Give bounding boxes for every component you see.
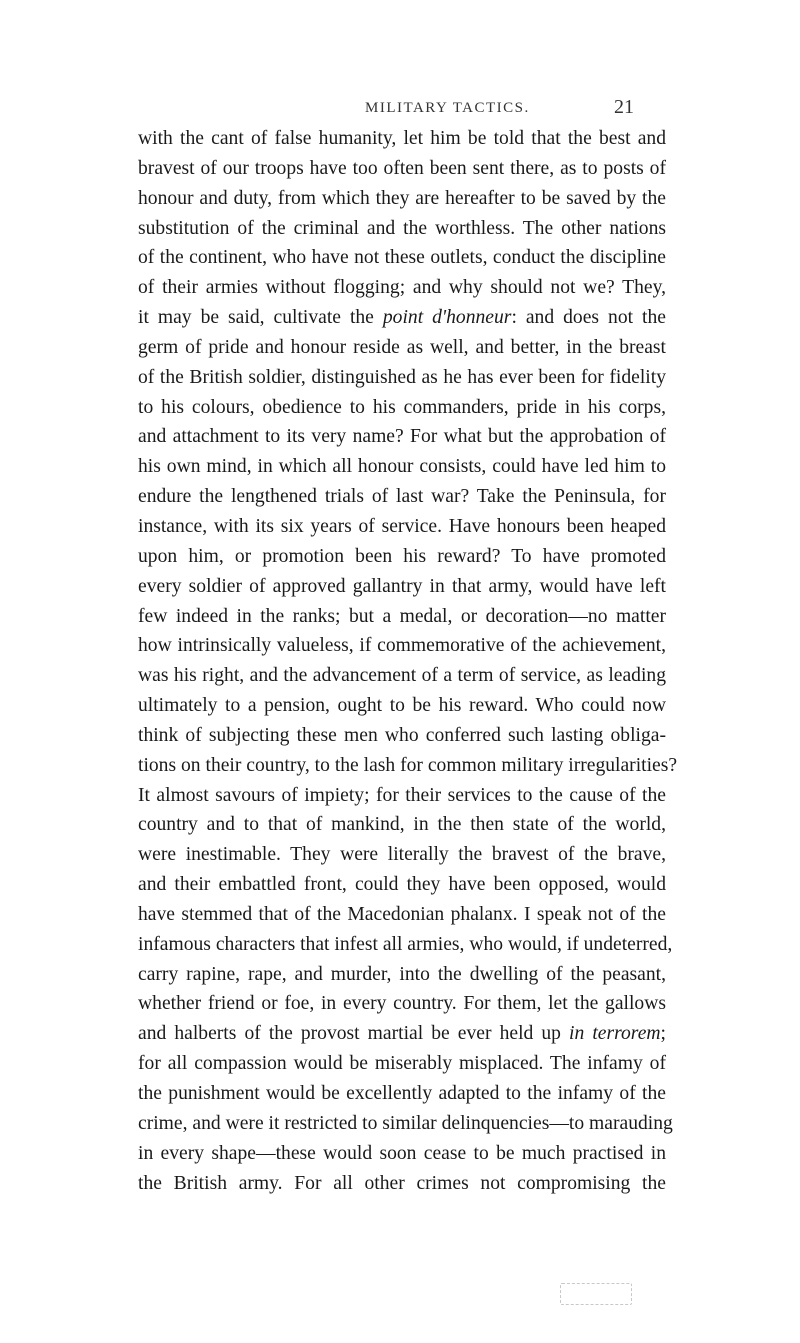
body-text — [138, 124, 678, 1198]
text-line: it may be said, cultivate the point d'honneur: and does not the — [138, 307, 666, 329]
text-line: were inestimable. They were literally the bravest of the brave, — [138, 844, 666, 866]
text-line: bravest of our troops have too often been sent there, as to posts of — [138, 157, 666, 179]
text-line: infamous characters that infest all armies, who would, if undeterred, — [138, 933, 673, 955]
text-line: endure the lengthened trials of last war? Take the Peninsula, for — [138, 486, 666, 508]
text-line: country and to that of mankind, in the then state of the world, — [138, 814, 666, 836]
text-line: of the continent, who have not these outlets, conduct the discipline — [138, 247, 666, 269]
text-line: honour and duty, from which they are hereafter to be saved by the — [138, 187, 666, 209]
text-line: was his right, and the advancement of a term of service, as leading — [138, 665, 666, 687]
text-line: for all compassion would be miserably misplaced. The infamy of — [138, 1053, 666, 1075]
text-line: to his colours, obedience to his commanders, pride in his corps, — [138, 396, 666, 418]
text-line: It almost savours of impiety; for their services to the cause of the — [138, 784, 666, 806]
text-line: of their armies without flogging; and why should not we? They, — [138, 277, 666, 299]
text-line: every soldier of approved gallantry in that army, would have left — [138, 575, 666, 597]
italic-phrase: in terrorem — [569, 1023, 661, 1045]
text-line: of the British soldier, distinguished as he has ever been for fidelity — [138, 366, 666, 388]
running-head: MILITARY TACTICS. — [365, 100, 530, 116]
text-line: how intrinsically valueless, if commemorative of the achievement, — [138, 635, 666, 657]
text-line: germ of pride and honour reside as well, and better, in the breast — [138, 336, 666, 358]
text-line: have stemmed that of the Macedonian phalanx. I speak not of the — [138, 903, 666, 925]
text-line: in every shape—these would soon cease to be much practised in — [138, 1142, 666, 1164]
text-line: and halberts of the provost martial be ever held up in terrorem; — [138, 1023, 666, 1045]
text-line: think of subjecting these men who conferred such lasting obliga- — [138, 724, 666, 746]
library-stamp-mark — [560, 1283, 632, 1305]
text-line: the punishment would be excellently adapted to the infamy of the — [138, 1083, 666, 1104]
page-number: 21 — [614, 96, 634, 118]
text-line: his own mind, in which all honour consists, could have led him to — [138, 456, 666, 478]
italic-phrase: point d'honneur — [382, 307, 512, 329]
text-line: upon him, or promotion been his reward? To have promoted — [138, 545, 666, 567]
text-line: carry rapine, rape, and murder, into the dwelling of the peasant, — [138, 963, 666, 985]
text-line: and attachment to its very name? For what but the approbation of — [138, 426, 666, 448]
text-line: whether friend or foe, in every country. For them, let the gallows — [138, 993, 666, 1015]
text-line: substitution of the criminal and the worthless. The other nations — [138, 217, 666, 239]
text-line: few indeed in the ranks; but a medal, or decoration—no matter — [138, 605, 666, 627]
text-line: crime, and were it restricted to similar delinquencies—to marauding — [138, 1112, 673, 1134]
text-line: with the cant of false humanity, let him be told that the best and — [138, 128, 666, 149]
text-line: tions on their country, to the lash for common military irregularities? — [138, 754, 678, 776]
text-line: ultimately to a pension, ought to be his reward. Who could now — [138, 695, 666, 717]
text-line: the British army. For all other crimes not compromising the — [138, 1172, 666, 1194]
text-line: instance, with its six years of service. Have honours been heaped — [138, 515, 666, 537]
text-line: and their embattled front, could they have been opposed, would — [138, 874, 666, 896]
